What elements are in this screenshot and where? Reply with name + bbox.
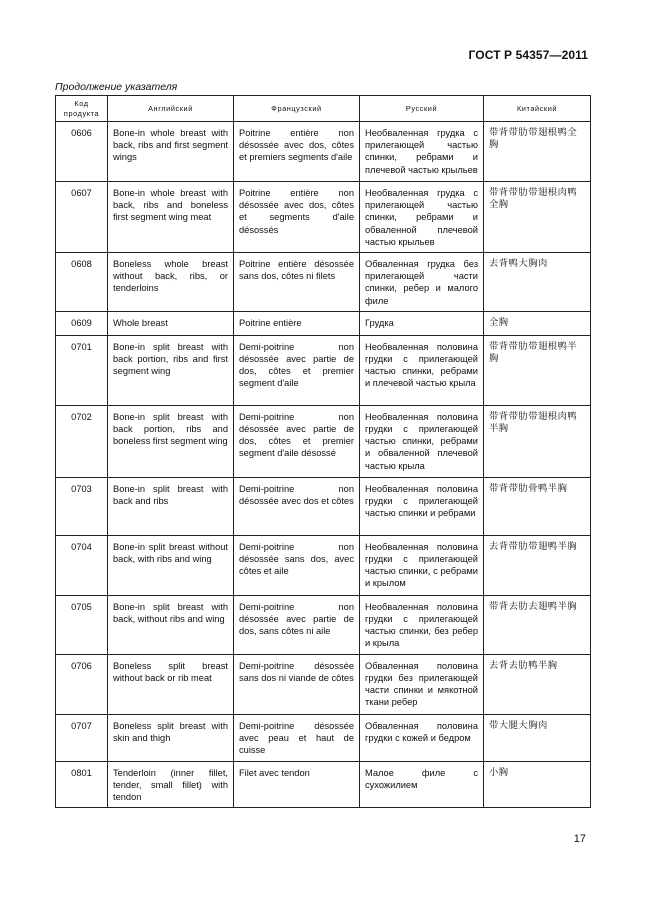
- cell-french: Filet avec tendon: [234, 761, 360, 808]
- cell-russian: Необваленная половина грудки с прилегающей частью спинки, ребрами и обваленной плечевой частью крыла: [360, 405, 484, 477]
- table-row: [56, 335, 591, 405]
- cell-english: Tenderloin (inner fillet, tender, small fillet) with tendon: [108, 761, 234, 808]
- cell-english: Bone-in split breast with back portion, ribs and boneless first segment wing: [108, 405, 234, 477]
- cell-code: 0609: [56, 311, 108, 335]
- cell-french: Poitrine entière non désossée avec dos, côtes et segments d'aile désossés: [234, 182, 360, 253]
- table-row: [56, 761, 591, 808]
- cell-french: Demi-poitrine non désossée avec partie de dos, côtes et premier segment d'aile: [234, 335, 360, 405]
- cell-chinese: 带背带肋带翅根肉鸭半胸: [484, 405, 591, 477]
- cell-chinese: 去背带肋带翅鸭半胸: [484, 535, 591, 595]
- cell-russian: Необваленная половина грудки с прилегающей частью спинки, без ребер и крыла: [360, 595, 484, 654]
- table-row: [56, 405, 591, 477]
- table-row: [56, 122, 591, 182]
- cell-russian: Необваленная половина грудки с прилегающей частью спинки, ребрами и плечевой частью крыла: [360, 335, 484, 405]
- cell-russian: Необваленная грудка с прилегающей частью спинки, ребрами и обваленной плечевой частью крыльев: [360, 182, 484, 253]
- table-row: [56, 595, 591, 654]
- cell-code: 0704: [56, 535, 108, 595]
- header-chinese: Китайский: [484, 96, 591, 122]
- cell-chinese: 带背带肋骨鸭半胸: [484, 477, 591, 535]
- cell-french: Demi-poitrine désossée avec peau et haut de cuisse: [234, 714, 360, 761]
- cell-code: 0703: [56, 477, 108, 535]
- header-french: Французский: [234, 96, 360, 122]
- cell-russian: Необваленная грудка с прилегающей частью спинки, ребрами и плечевой частью крыльев: [360, 122, 484, 182]
- cell-code: 0801: [56, 761, 108, 808]
- cell-french: Demi-poitrine non désossée sans dos, avec côtes et aile: [234, 535, 360, 595]
- cell-code: 0707: [56, 714, 108, 761]
- cell-russian: Грудка: [360, 311, 484, 335]
- cell-russian: Необваленная половина грудки с прилегающей частью спинки, с ребрами и крылом: [360, 535, 484, 595]
- cell-english: Bone-in split breast with back, without ribs and wing: [108, 595, 234, 654]
- cell-chinese: 全胸: [484, 311, 591, 335]
- cell-code: 0706: [56, 654, 108, 714]
- cell-english: Bone-in whole breast with back, ribs and first segment wings: [108, 122, 234, 182]
- cell-code: 0608: [56, 253, 108, 312]
- cell-french: Demi-poitrine non désossée avec partie de dos, côtes et premier segment d'aile désossé: [234, 405, 360, 477]
- table-row: [56, 253, 591, 312]
- cell-code: 0702: [56, 405, 108, 477]
- table-row: [56, 182, 591, 253]
- cell-french: Poitrine entière: [234, 311, 360, 335]
- continuation-caption: Продолжение указателя: [55, 81, 178, 93]
- cell-english: Boneless split breast without back or rib meat: [108, 654, 234, 714]
- cell-french: Demi-poitrine non désossée avec partie de dos, sans côtes ni aile: [234, 595, 360, 654]
- page-number: 17: [573, 833, 586, 845]
- cell-code: 0606: [56, 122, 108, 182]
- cell-chinese: 去背去肋鸭半胸: [484, 654, 591, 714]
- cell-english: Bone-in split breast with back and ribs: [108, 477, 234, 535]
- cell-french: Poitrine entière non désossée avec dos, côtes et premiers segments d'aile: [234, 122, 360, 182]
- table-row: [56, 535, 591, 595]
- cell-code: 0701: [56, 335, 108, 405]
- cell-russian: Малое филе с сухожилием: [360, 761, 484, 808]
- cell-english: Boneless split breast with skin and thigh: [108, 714, 234, 761]
- header-code: Код продукта: [56, 96, 108, 122]
- table-row: [56, 477, 591, 535]
- cell-french: Poitrine entière désossée sans dos, côtes ni filets: [234, 253, 360, 312]
- cell-russian: Обваленная половина грудки без прилегающей части спинки и мякотной ткани ребер: [360, 654, 484, 714]
- cell-chinese: 带背带肋带翅根鸭半胸: [484, 335, 591, 405]
- cell-code: 0705: [56, 595, 108, 654]
- cell-russian: Обваленная половина грудки с кожей и бедром: [360, 714, 484, 761]
- product-index-table: [55, 95, 591, 808]
- cell-code: 0607: [56, 182, 108, 253]
- cell-english: Bone-in split breast with back portion, ribs and first segment wing: [108, 335, 234, 405]
- cell-chinese: 带背去肋去翅鸭半胸: [484, 595, 591, 654]
- cell-chinese: 去背鸭大胸肉: [484, 253, 591, 312]
- cell-russian: Необваленная половина грудки с прилегающей частью спинки и ребрами: [360, 477, 484, 535]
- cell-english: Bone-in split breast without back, with ribs and wing: [108, 535, 234, 595]
- header-english: Английский: [108, 96, 234, 122]
- table-row: [56, 654, 591, 714]
- cell-chinese: 带大腿大胸肉: [484, 714, 591, 761]
- cell-french: Demi-poitrine désossée sans dos ni viande de côtes: [234, 654, 360, 714]
- cell-chinese: 带背带肋带翅根肉鸭全胸: [484, 182, 591, 253]
- header-russian: Русский: [360, 96, 484, 122]
- cell-chinese: 带背带肋带翅根鸭全胸: [484, 122, 591, 182]
- table-row: [56, 311, 591, 335]
- cell-english: Whole breast: [108, 311, 234, 335]
- table-row: [56, 714, 591, 761]
- cell-english: Bone-in whole breast with back, ribs and boneless first segment wing meat: [108, 182, 234, 253]
- cell-russian: Обваленная грудка без прилегающей части спинки, ребер и малого филе: [360, 253, 484, 312]
- cell-chinese: 小胸: [484, 761, 591, 808]
- cell-french: Demi-poitrine non désossée avec dos et côtes: [234, 477, 360, 535]
- table-header-row: [56, 96, 591, 122]
- standard-designation: ГОСТ Р 54357—2011: [468, 48, 588, 62]
- cell-english: Boneless whole breast without back, ribs, or tenderloins: [108, 253, 234, 312]
